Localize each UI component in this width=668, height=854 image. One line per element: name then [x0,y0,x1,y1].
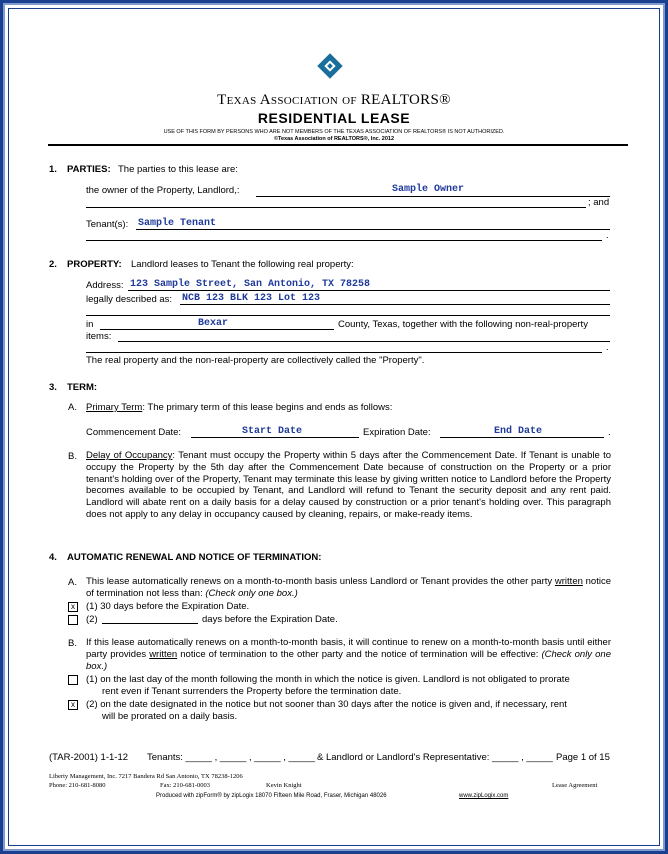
delay-of-occupancy-text: : Tenant must occupy the Property within 5 days after the Commencement Date. If Tenant is unable to occupy the Property by the 5th day after the Commencement Date because of construction on the Property or a prior tenant's holding over of the Property, Tenant may terminate this lease by giving written notice to Landlord before the Property becomes available to be occupied by Tenant, and Landlord will refund to Tenant the security deposit and any rent paid. Landlord will abate rent on a daily basis for a delay caused by construction or a prior tenant's holding over. This paragraph does not apply to any delay in occupancy caused by cleaning, repairs, or make-ready items. [86,450,612,520]
form-id: (TAR-2001) 1-1-12 [49,752,129,763]
address-label: Address: [86,280,124,291]
tenant-field[interactable]: Sample Tenant [138,218,217,229]
address-field[interactable]: 123 Sample Street, San Antonio, TX 78258 [130,279,371,290]
items-line [118,341,610,342]
section-2-number: 2. [49,259,57,270]
header-rule [48,144,628,146]
section-1-number: 1. [49,164,57,175]
primary-term-title: Primary Term [86,402,143,413]
term-a-letter: A. [68,402,77,413]
property-collective-text: The real property and the non-real-property are collectively called the "Property". [86,355,425,366]
option-30-days-label: (1) 30 days before the Expiration Date. [86,601,250,612]
delay-of-occupancy-title: Delay of Occupancy [86,450,173,461]
tenant-initials: Tenants: _____ , _____ , _____ , _____ [147,752,315,763]
tenant-label: Tenant(s): [86,219,129,230]
page-number: Page 1 of 15 [556,752,610,763]
section-3-heading: TERM: [67,382,98,393]
option-designated-date-label: (2) on the date designated in the notice but not sooner than 30 days after the notice is given and, if necessary, rent [86,699,567,710]
renewal-a-letter: A. [68,577,77,588]
section-2-heading: PROPERTY: [67,259,122,270]
tenant-line [136,229,610,230]
landlord-label: the owner of the Property, Landlord,: [86,185,240,196]
renewal-b-written: written [149,648,178,660]
option-custom-days-label: days before the Expiration Date. [202,614,338,625]
tenant-line-2 [86,240,602,241]
landlord-line [256,196,610,197]
items-line-2 [86,352,602,353]
renewal-a-paragraph [86,576,611,600]
items-period: . [606,342,609,353]
commencement-line [191,437,359,438]
expiration-label: Expiration Date: [363,427,431,438]
items-label: items: [86,331,112,342]
landlord-line-2 [86,207,586,208]
expiration-line [440,437,604,438]
option-30-days-checkbox[interactable]: x [68,602,78,612]
renewal-a-text-2: notice of termination not less than: [86,576,611,599]
company-fax: Fax: 210-681-0003 [160,782,211,789]
legal-description-label: legally described as: [86,294,173,305]
county-text: County, Texas, together with the following non-real-property [338,319,588,330]
expiration-period: . [608,427,611,438]
option-custom-days-line[interactable] [102,623,198,624]
renewal-a-check-note: (Check only one box.) [205,587,298,599]
document-name: Lease Agreement [552,782,598,789]
option-designated-date-label-2: will be prorated on a daily basis. [102,711,238,722]
renewal-b-paragraph [86,637,611,672]
landlord-field[interactable]: Sample Owner [392,184,465,195]
agent-name: Kevin Knight [266,782,302,789]
commencement-label: Commencement Date: [86,427,182,438]
section-1-heading: PARTIES: [67,164,111,175]
expiration-date-field[interactable]: End Date [494,426,543,437]
ziplogix-link[interactable]: www.zipLogix.com [459,793,509,799]
section-2-intro: Landlord leases to Tenant the following real property: [131,259,354,270]
address-line [128,290,610,291]
section-4-number: 4. [49,552,57,563]
section-4-heading: AUTOMATIC RENEWAL AND NOTICE OF TERMINATION: [67,552,322,563]
primary-term-text [86,402,392,413]
legal-description-field[interactable]: NCB 123 BLK 123 Lot 123 [182,293,321,304]
renewal-b-text: If this lease automatically renews on a month-to-month basis, it will continue to renew on a month-to-month basis until either party provides [86,637,611,660]
renewal-a-text: This lease automatically renews on a month-to-month basis unless Landlord or Tenant provides the other party [86,576,553,587]
org-name: Texas Association of REALTORS® [217,92,451,108]
company-info: Liberty Management, Inc. 7217 Bandera Rd San Antonio, TX 78238-1206 [49,773,243,780]
legal-description-line [180,304,610,305]
delay-of-occupancy-paragraph [86,450,611,521]
option-custom-days-checkbox[interactable] [68,615,78,625]
commencement-date-field[interactable]: Start Date [242,426,303,437]
copyright-notice: ©Texas Association of REALTORS®, Inc. 2012 [273,136,395,142]
section-3-number: 3. [49,382,57,393]
primary-term-desc: : The primary term of this lease begins and ends as follows: [142,402,393,413]
usage-notice: USE OF THIS FORM BY PERSONS WHO ARE NOT MEMBERS OF THE TEXAS ASSOCIATION OF REALTORS® IS NOT AUTHORIZED. [163,129,505,135]
legal-description-line-2 [86,315,610,316]
document-page [16,10,652,844]
renewal-a-written: written [554,576,583,587]
and-text: ; and [588,197,610,208]
section-1-intro: The parties to this lease are: [118,164,238,175]
company-phone: Phone: 210-681-8080 [49,782,106,789]
term-b-letter: B. [68,451,77,462]
in-text: in [86,319,94,330]
option-last-day-label: (1) on the last day of the month following the month in which the notice is given. Landlord is not obligated to prorate [86,674,570,685]
renewal-b-letter: B. [68,638,77,649]
option-designated-date-checkbox[interactable]: x [68,700,78,710]
renewal-b-text-2: notice of termination to the other party and the notice of termination will be effective: [177,648,542,660]
county-field[interactable]: Bexar [198,318,229,329]
county-line [100,329,334,330]
option-last-day-label-2: rent even if Tenant surrenders the Property before the termination date. [102,686,402,697]
tenant-period: . [606,230,609,241]
option-custom-days-prefix: (2) [86,614,98,625]
form-title: RESIDENTIAL LEASE [257,110,411,126]
realtors-logo-icon [316,52,344,80]
produced-by: Produced with zipForm® by zipLogix 18070 Fifteen Mile Road, Fraser, Michigan 48026 [156,793,387,799]
option-last-day-checkbox[interactable] [68,675,78,685]
renewal-b-check-note: (Check only one box.) [86,648,611,672]
landlord-initials: & Landlord or Landlord's Representative: _____ , _____ [317,752,553,763]
